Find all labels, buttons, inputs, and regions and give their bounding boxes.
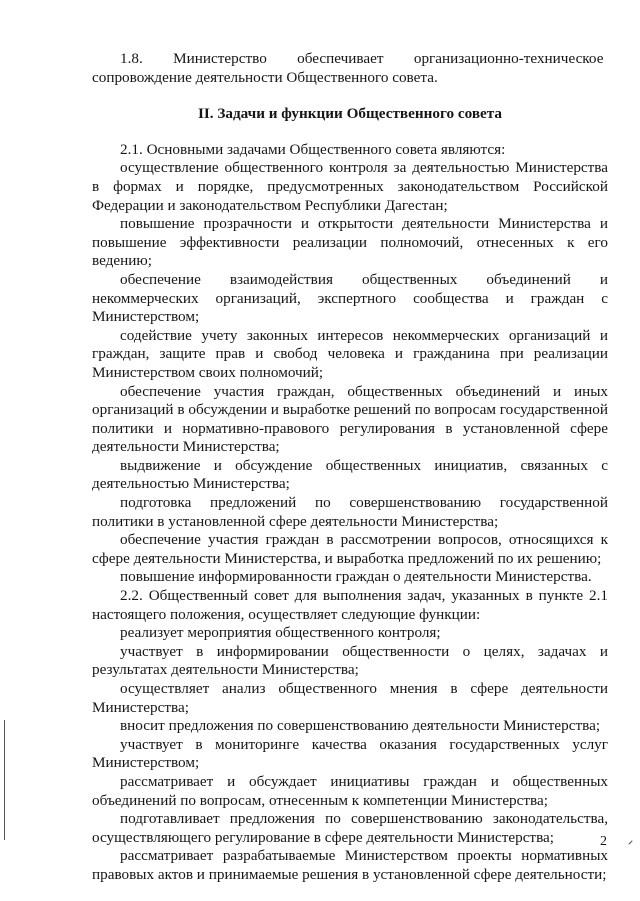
section-heading: II. Задачи и функции Общественного совета: [197, 105, 503, 123]
paragraph: обеспечение участия граждан, общественных объединений и иных организаций в обсуждении и выработке решений по вопросам государственной политики и нормативно-правового регулирования в установленной сфере деятельности Министерства;: [92, 382, 608, 456]
document-body: [92, 50, 608, 885]
paragraph: подготовка предложений по совершенствованию государственной политики в установленной сфере деятельности Министерства;: [92, 494, 608, 530]
paragraph-list: [92, 141, 608, 885]
paragraph: участвует в мониторинге качества оказания государственных услуг Министерством;: [92, 735, 608, 772]
page-number: 2: [600, 834, 607, 849]
paragraph: реализует мероприятия общественного контроля;: [120, 624, 441, 642]
paragraph: участвует в информировании общественности о целях, задачах и результатах деятельности Министерства;: [92, 642, 608, 679]
paragraph: осуществление общественного контроля за деятельностью Министерства в формах и порядке, предусмотренных законодательством Российской Федерации и законодательством Республики Дагестан;: [92, 159, 608, 214]
paragraph: повышение информированности граждан о деятельности Министерства.: [120, 568, 592, 586]
paragraph: обеспечение участия граждан в рассмотрении вопросов, относящихся к сфере деятельности Министерства, и выработка предложений по их решению;: [92, 531, 608, 567]
paragraph: осуществляет анализ общественного мнения в сфере деятельности Министерства;: [92, 680, 608, 716]
scan-corner-mark: [628, 840, 632, 844]
paragraph: выдвижение и обсуждение общественных инициатив, связанных с деятельностью Министерства;: [92, 456, 608, 493]
paragraph: 2.1. Основными задачами Общественного совета являются:: [120, 140, 506, 158]
paragraph: содействие учету законных интересов некоммерческих организаций и граждан, защите прав и свобод человека и гражданина при реализации Министерством своих полномочий;: [92, 326, 608, 381]
paragraph: обеспечение взаимодействия общественных объединений и некоммерческих организаций, экспертного сообщества и граждан с Министерством;: [92, 270, 608, 326]
paragraph: рассматривает разрабатываемые Министерством проекты нормативных правовых актов и принимаемые решения в установленной сфере деятельности;: [92, 847, 608, 883]
intro-paragraph: 1.8. Министерство обеспечивает организационно-техническое сопровождение деятельности Общественного совета.: [92, 50, 604, 86]
paragraph: рассматривает и обсуждает инициативы граждан и общественных объединений по вопросам, отнесенным к компетенции Министерства;: [92, 772, 608, 809]
paragraph: повышение прозрачности и открытости деятельности Министерства и повышение эффективности реализации полномочий, отнесенных к его ведению;: [92, 215, 608, 270]
paragraph: подготавливает предложения по совершенствованию законодательства, осуществляющего регулирование в сфере деятельности Министерства;: [92, 810, 608, 846]
paragraph: 2.2. Общественный совет для выполнения задач, указанных в пункте 2.1 настоящего положения, осуществляет следующие функции:: [92, 587, 608, 623]
scan-edge-mark: [4, 720, 5, 840]
paragraph: вносит предложения по совершенствованию деятельности Министерства;: [120, 717, 601, 735]
